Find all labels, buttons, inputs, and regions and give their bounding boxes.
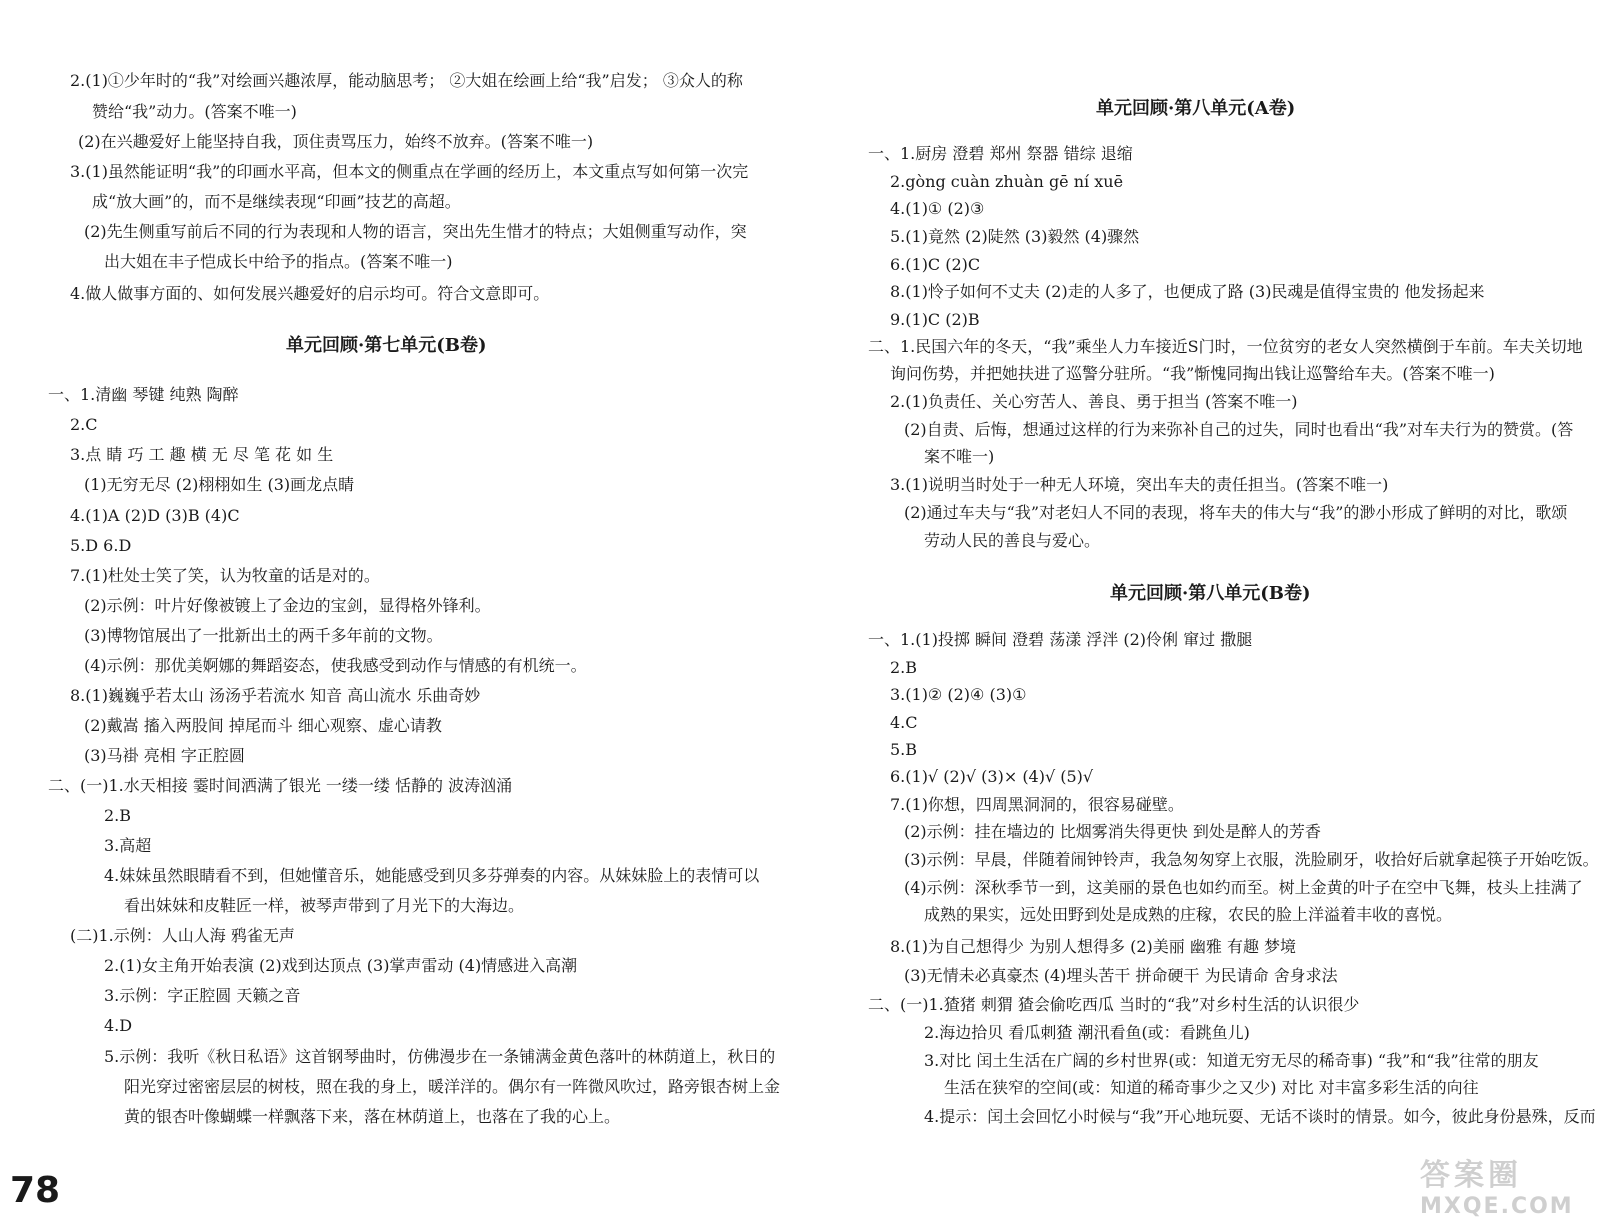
text-line: 8.(1)巍巍乎若太山 汤汤乎若流水 知音 高山流水 乐曲奇妙 [70,686,481,705]
text-line: 4.C [890,713,918,732]
text-line: (2)戴嵩 搐入两股间 掉尾而斗 细心观察、虚心请教 [84,716,442,735]
text-line: 5.(1)竟然 (2)陡然 (3)毅然 (4)骤然 [890,227,1140,246]
page-number: 78 [10,1170,61,1211]
text-line: 4.(1)A (2)D (3)B (4)C [70,506,240,525]
text-line: 3.示例：字正腔圆 天籁之音 [104,986,301,1005]
text-line: 4.做人做事方面的、如何发展兴趣爱好的启示均可。符合文意即可。 [70,284,550,303]
text-line: 2.(1)负责任、关心穷苦人、善良、勇于担当 (答案不唯一) [890,392,1298,411]
text-line: 劳动人民的善良与爱心。 [924,531,1101,550]
text-line: 二、1.民国六年的冬天，“我”乘坐人力车接近S门时，一位贫穷的老女人突然横倒于车前。车夫关切地 [868,337,1583,356]
text-line: 8.(1)怜子如何不丈夫 (2)走的人多了，也便成了路 (3)民魂是值得宝贵的 他发扬起来 [890,282,1485,301]
text-line: 询问伤势，并把她扶进了巡警分驻所。“我”惭愧同掏出钱让巡警给车夫。(答案不唯一) [890,364,1495,383]
section-title: 单元回顾·第八单元(A卷) [1096,98,1296,119]
text-line: 看出妹妹和皮鞋匠一样，被琴声带到了月光下的大海边。 [124,896,525,915]
text-line: 2.gòng cuàn zhuàn gē ní xuē [890,172,1124,191]
text-line: 赞给“我”动力。(答案不唯一) [92,102,297,121]
text-line: (1)无穷无尽 (2)栩栩如生 (3)画龙点睛 [84,475,355,494]
text-line: 成熟的果实，远处田野到处是成熟的庄稼，农民的脸上洋溢着丰收的喜悦。 [924,905,1453,924]
text-line: 出大姐在丰子恺成长中给予的指点。(答案不唯一) [104,252,453,271]
text-line: 8.(1)为自己想得少 为别人想得多 (2)美丽 幽雅 有趣 梦境 [890,937,1297,956]
text-line: (3)示例：早晨，伴随着闹钟铃声，我急匆匆穿上衣服，洗脸刷牙，收拾好后就拿起筷子开始吃饭。 [904,850,1599,869]
text-line: (3)无情未必真豪杰 (4)埋头苦干 拼命硬干 为民请命 舍身求法 [904,966,1338,985]
text-line: 3.(1)说明当时处于一种无人环境，突出车夫的责任担当。(答案不唯一) [890,475,1389,494]
text-line: 生活在狭窄的空间(或：知道的稀奇事少之又少) 对比 对丰富多彩生活的向往 [944,1078,1479,1097]
text-line: 一、1.(1)投掷 瞬间 澄碧 荡漾 浮泮 (2)伶俐 窜过 撒腿 [868,630,1253,649]
text-line: (3)马褂 亮相 字正腔圆 [84,746,245,765]
text-line: 阳光穿过密密层层的树枝，照在我的身上，暖洋洋的。偶尔有一阵微风吹过，路旁银杏树上金 [124,1077,781,1096]
text-line: 4.妹妹虽然眼睛看不到，但她懂音乐，她能感受到贝多芬弹奏的内容。从妹妹脸上的表情可以 [104,866,760,885]
text-line: 2.C [70,415,98,434]
text-line: 2.(1)女主角开始表演 (2)戏到达顶点 (3)掌声雷动 (4)情感进入高潮 [104,956,578,975]
text-line: 一、1.厨房 澄碧 郑州 祭器 错综 退缩 [868,144,1133,163]
text-line: 一、1.清幽 琴键 纯熟 陶醉 [48,385,239,404]
text-line: 7.(1)杜处士笑了笑，认为牧童的话是对的。 [70,566,380,585]
text-line: (2)通过车夫与“我”对老妇人不同的表现，将车夫的伟大与“我”的渺小形成了鲜明的对比，歌颂 [904,503,1568,522]
text-line: 4.提示：闰土会回忆小时候与“我”开心地玩耍、无话不谈时的情景。如今，彼此身份悬殊，反而 [924,1107,1596,1126]
text-line: (4)示例：那优美婀娜的舞蹈姿态，使我感受到动作与情感的有机统一。 [84,656,587,675]
text-line: 3.(1)② (2)④ (3)① [890,685,1027,704]
text-line: 7.(1)你想，四周黑洞洞的，很容易碰壁。 [890,795,1184,814]
text-line: 2.B [890,658,918,677]
text-line: (4)示例：深秋季节一到，这美丽的景色也如约而至。树上金黄的叶子在空中飞舞，枝头上挂满了 [904,878,1583,897]
text-line: 3.点 睛 巧 工 趣 横 无 尽 笔 花 如 生 [70,445,334,464]
text-line: 6.(1)√ (2)√ (3)× (4)√ (5)√ [890,767,1094,786]
watermark [1420,1150,1590,1218]
text-line: 案不唯一) [924,447,995,466]
text-line: 2.海边拾贝 看瓜刺猹 潮汛看鱼(或：看跳鱼儿) [924,1023,1250,1042]
text-line: (2)先生侧重写前后不同的行为表现和人物的语言，突出先生惜才的特点；大姐侧重写动作，突 [84,222,747,241]
text-line: (2)示例：挂在墙边的 比烟雾消失得更快 到处是醉人的芳香 [904,822,1321,841]
text-line: 4.(1)① (2)③ [890,199,985,218]
text-line: 5.D 6.D [70,536,132,555]
text-line: (2)自责、后悔，想通过这样的行为来弥补自己的过失，同时也看出“我”对车夫行为的赞赏。(答 [904,420,1574,439]
text-line: 二、(一)1.猹猪 刺猬 猹会偷吃西瓜 当时的“我”对乡村生活的认识很少 [868,995,1360,1014]
text-line: 2.B [104,806,132,825]
text-line: 3.高超 [104,836,152,855]
text-line: 二、(一)1.水天相接 霎时间洒满了银光 一缕一缕 恬静的 波涛汹涌 [48,776,513,795]
text-line: 9.(1)C (2)B [890,310,980,329]
text-line: (二)1.示例：人山人海 鸦雀无声 [70,926,295,945]
text-line: 3.(1)虽然能证明“我”的印画水平高，但本文的侧重点在学画的经历上，本文重点写如何第一次完 [70,162,749,181]
text-line: 5.示例：我听《秋日私语》这首钢琴曲时，仿佛漫步在一条铺满金黄色落叶的林荫道上，秋日的 [104,1047,776,1066]
watermark-bottom: MXQE.COM [1420,1194,1574,1219]
text-line: (2)在兴趣爱好上能坚持自我，顶住责骂压力，始终不放弃。(答案不唯一) [78,132,594,151]
section-title: 单元回顾·第八单元(B卷) [1110,583,1311,604]
text-line: 3.对比 闰土生活在广阔的乡村世界(或：知道无穷无尽的稀奇事) “我”和“我”往常的朋友 [924,1051,1539,1070]
watermark-top: 答案圈 [1420,1158,1522,1193]
text-line: 5.B [890,740,918,759]
text-line: 成“放大画”的，而不是继续表现“印画”技艺的高超。 [92,192,461,211]
text-line: 黄的银杏叶像蝴蝶一样飘落下来，落在林荫道上，也落在了我的心上。 [124,1107,621,1126]
text-line: (3)博物馆展出了一批新出土的两千多年前的文物。 [84,626,443,645]
text-line: (2)示例：叶片好像被镀上了金边的宝剑，显得格外锋利。 [84,596,491,615]
section-title: 单元回顾·第七单元(B卷) [286,335,487,356]
text-line: 6.(1)C (2)C [890,255,981,274]
text-line: 2.(1)①少年时的“我”对绘画兴趣浓厚，能动脑思考； ②大姐在绘画上给“我”启发； ③众人的称 [70,71,743,90]
text-line: 4.D [104,1016,133,1035]
